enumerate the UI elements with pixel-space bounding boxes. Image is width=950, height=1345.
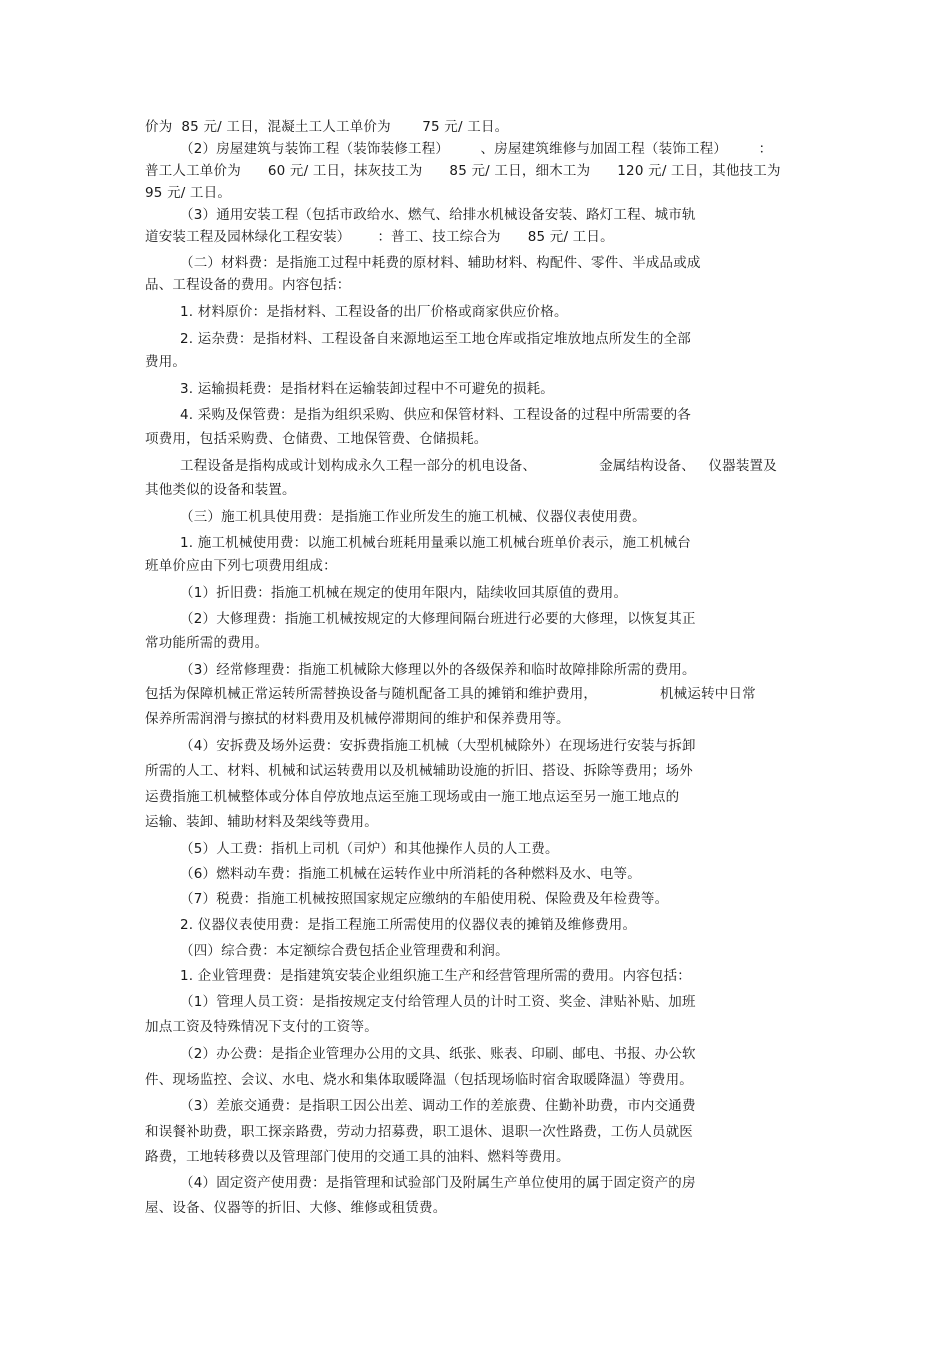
text-line: （5）人工费：指机上司机（司炉）和其他操作人员的人工费。 (180, 841, 559, 857)
text-line: （二）材料费：是指施工过程中耗费的原材料、辅助材料、构配件、零件、半成品或成 (180, 255, 701, 271)
text-line: （2）大修理费：指施工机械按规定的大修理间隔台班进行必要的大修理，以恢复其正 (180, 611, 696, 627)
text-line: 1. 企业管理费：是指建筑安装企业组织施工生产和经营管理所需的费用。内容包括： (180, 968, 691, 984)
text-line: （2）办公费：是指企业管理办公用的文具、纸张、账表、印刷、邮电、书报、办公软 (180, 1046, 696, 1062)
text-line: 其他类似的设备和装置。 (145, 482, 296, 498)
text-line: 普工人工单价为 60 元/ 工日，抹灰技工为 85 元/ 工日，细木工为 120 元/ 工日，其他技工为 (145, 163, 781, 179)
text-line: （4）固定资产使用费：是指管理和试验部门及附属生产单位使用的属于固定资产的房 (180, 1175, 696, 1191)
text-line: 2. 运杂费：是指材料、工程设备自来源地运至工地仓库或指定堆放地点所发生的全部 (180, 331, 691, 347)
text-line: （7）税费：指施工机械按照国家规定应缴纳的车船使用税、保险费及年检费等。 (180, 891, 669, 907)
text-line: 屋、设备、仪器等的折旧、大修、维修或租赁费。 (145, 1200, 447, 1216)
text-line: 项费用，包括采购费、仓储费、工地保管费、仓储损耗。 (145, 431, 488, 447)
text-line: 1. 施工机械使用费：以施工机械台班耗用量乘以施工机械台班单价表示，施工机械台 (180, 535, 691, 551)
text-line: 费用。 (145, 354, 187, 370)
text-line: （3）通用安装工程（包括市政给水、燃气、给排水机械设备安装、路灯工程、城市轨 (180, 207, 696, 223)
text-line: （6）燃料动车费：指施工机械在运转作业中所消耗的各种燃料及水、电等。 (180, 866, 641, 882)
text-line: （1）管理人员工资：是指按规定支付给管理人员的计时工资、奖金、津贴补贴、加班 (180, 994, 696, 1010)
text-line: 件、现场监控、会议、水电、烧水和集体取暖降温（包括现场临时宿舍取暖降温）等费用。 (145, 1072, 693, 1088)
text-line: 包括为保障机械正常运转所需替换设备与随机配备工具的摊销和维护费用， 机械运转中日常 (145, 686, 756, 702)
text-line: （3）经常修理费：指施工机械除大修理以外的各级保养和临时故障排除所需的费用。 (180, 662, 696, 678)
text-line: （1）折旧费：指施工机械在规定的使用年限内，陆续收回其原值的费用。 (180, 585, 628, 601)
text-line: 路费，工地转移费以及管理部门使用的交通工具的油料、燃料等费用。 (145, 1149, 570, 1165)
text-line: 95 元/ 工日。 (145, 185, 232, 201)
text-line: 2. 仪器仪表使用费：是指工程施工所需使用的仪器仪表的摊销及维修费用。 (180, 917, 637, 933)
text-line: （3）差旅交通费：是指职工因公出差、调动工作的差旅费、住勤补助费，市内交通费 (180, 1098, 696, 1114)
text-line: 4. 采购及保管费：是指为组织采购、供应和保管材料、工程设备的过程中所需要的各 (180, 407, 691, 423)
text-line: （4）安拆费及场外运费：安拆费指施工机械（大型机械除外）在现场进行安装与拆卸 (180, 738, 696, 754)
text-line: 道安装工程及园林绿化工程安装） ：普工、技工综合为 85 元/ 工日。 (145, 229, 614, 245)
text-line: 加点工资及特殊情况下支付的工资等。 (145, 1019, 378, 1035)
text-line: 所需的人工、材料、机械和试运转费用以及机械辅助设施的折旧、搭设、拆除等费用；场外 (145, 763, 693, 779)
text-line: 3. 运输损耗费：是指材料在运输装卸过程中不可避免的损耗。 (180, 381, 554, 397)
text-line: 和误餐补助费，职工探亲路费，劳动力招募费，职工退休、退职一次性路费，工伤人员就医 (145, 1124, 693, 1140)
text-line: 品、工程设备的费用。内容包括： (145, 277, 351, 293)
text-line: 1. 材料原价：是指材料、工程设备的出厂价格或商家供应价格。 (180, 304, 568, 320)
text-line: （四）综合费：本定额综合费包括企业管理费和利润。 (180, 943, 509, 959)
text-line: 价为 85 元/ 工日，混凝土工人工单价为 75 元/ 工日。 (145, 119, 509, 135)
text-line: 常功能所需的费用。 (145, 635, 269, 651)
text-line: 班单价应由下列七项费用组成： (145, 558, 337, 574)
text-line: 运费指施工机械整体或分体自停放地点运至施工现场或由一施工地点运至另一施工地点的 (145, 789, 680, 805)
text-line: 工程设备是指构成或计划构成永久工程一部分的机电设备、 金属结构设备、 仪器装置及 (180, 458, 777, 474)
text-line: 保养所需润滑与擦拭的材料费用及机械停滞期间的维护和保养费用等。 (145, 711, 570, 727)
text-line: 运输、装卸、辅助材料及架线等费用。 (145, 814, 378, 830)
text-line: （2）房屋建筑与装饰工程（装饰装修工程） 、房屋建筑维修与加固工程（装饰工程） ： (180, 141, 773, 157)
text-line: （三）施工机具使用费：是指施工作业所发生的施工机械、仪器仪表使用费。 (180, 509, 646, 525)
